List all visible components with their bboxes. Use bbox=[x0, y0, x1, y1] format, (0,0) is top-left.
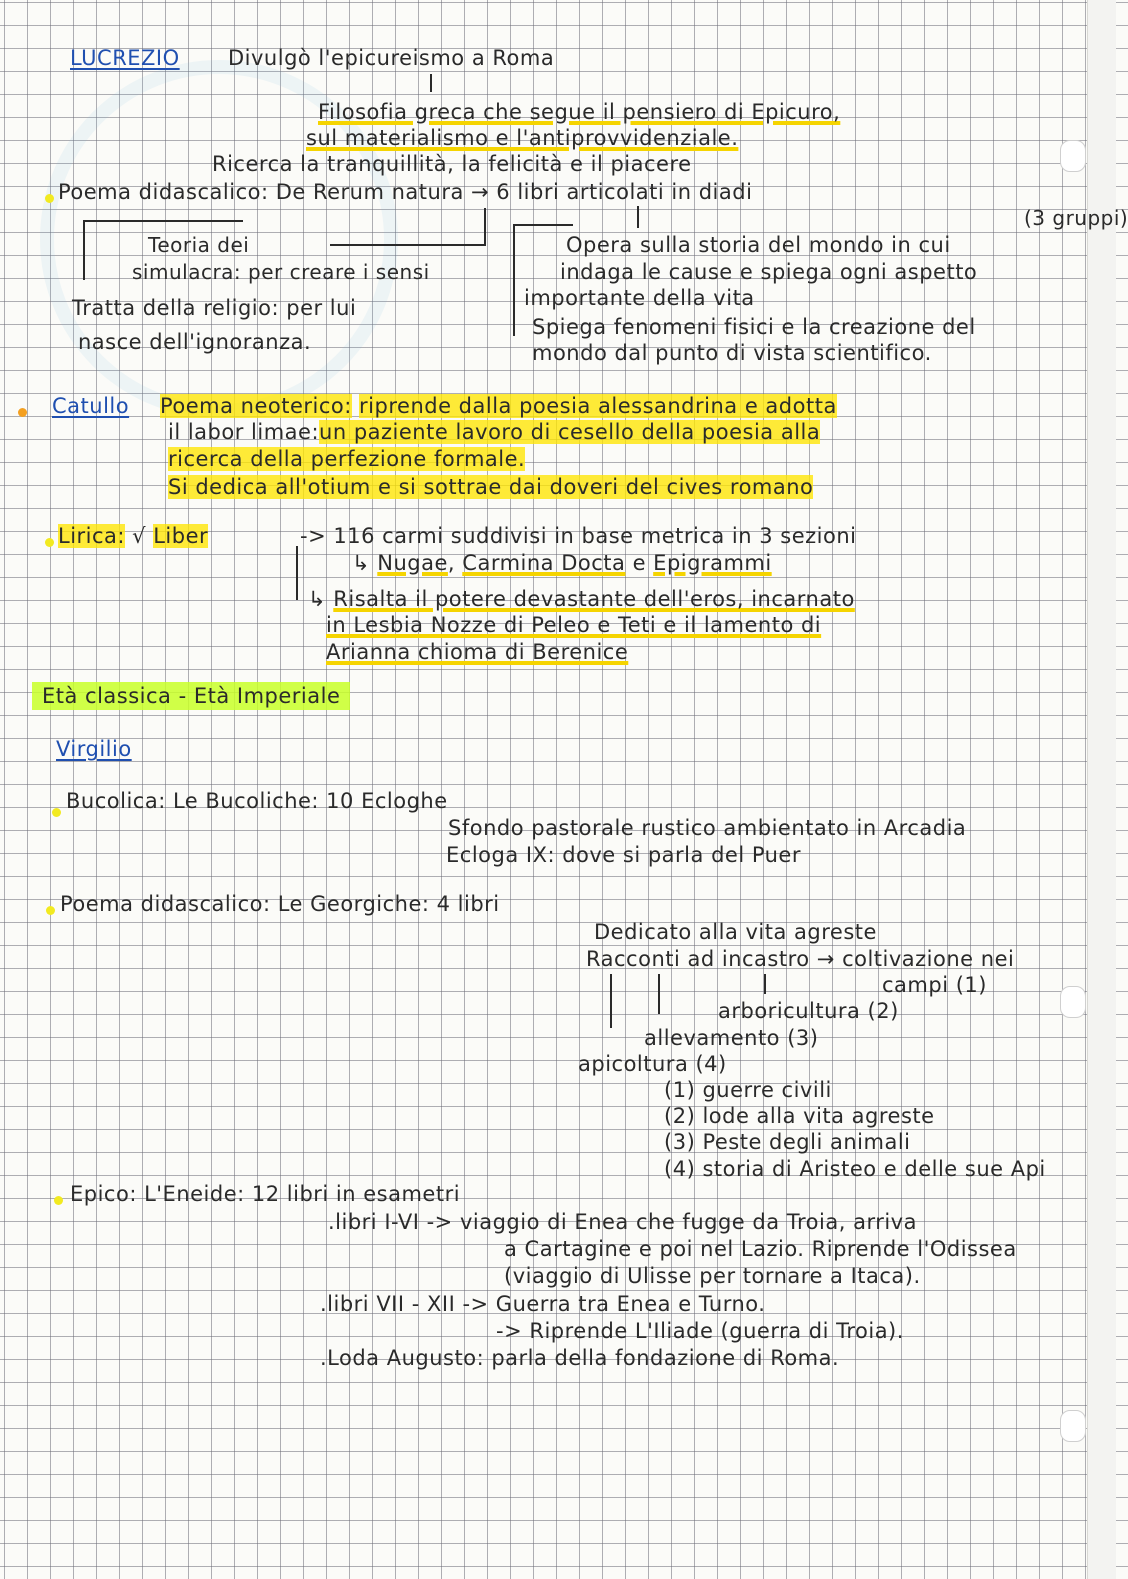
arrow-down bbox=[430, 74, 432, 92]
georgiche-list-item: (3) Peste degli animali bbox=[664, 1130, 911, 1154]
connector bbox=[513, 224, 515, 336]
georgiche-2: Racconti ad incastro → coltivazione nei bbox=[586, 947, 1015, 971]
catullo-neoterico: Poema neoterico: bbox=[160, 394, 352, 418]
georgiche-list-item: (2) lode alla vita agreste bbox=[664, 1104, 935, 1128]
connector bbox=[484, 208, 486, 246]
lirica-label: Lirica: bbox=[58, 524, 125, 548]
lucrezio-intro: Divulgò l'epicureismo a Roma bbox=[228, 46, 555, 70]
opera-2: indaga le cause e spiega ogni aspetto bbox=[560, 260, 978, 284]
bucolica-2: Ecloga IX: dove si parla del Puer bbox=[446, 843, 801, 867]
section-title: Età classica - Età Imperiale bbox=[32, 682, 350, 710]
connector bbox=[513, 224, 573, 226]
catullo-lirica: Lirica: √ Liber bbox=[58, 524, 209, 548]
heading-catullo: Catullo bbox=[52, 394, 130, 418]
sezione-carmina-docta: Carmina Docta bbox=[462, 551, 626, 575]
arrow-down bbox=[658, 974, 660, 1014]
simulacra-1: Teoria dei bbox=[148, 233, 250, 257]
georgiche-list-item: (1) guerre civili bbox=[664, 1078, 832, 1102]
eros-3: Arianna chioma di Berenice bbox=[326, 640, 629, 664]
religio-1: Tratta della religio: per lui bbox=[72, 296, 357, 320]
eneide-6: .Loda Augusto: parla della fondazione di Roma. bbox=[320, 1346, 840, 1370]
lucrezio-epicureismo-3: Ricerca la tranquillità, la felicità e il piacere bbox=[212, 152, 692, 176]
liber-desc: -> 116 carmi suddivisi in base metrica in 3 sezioni bbox=[300, 524, 857, 548]
arrow-down bbox=[610, 974, 612, 1028]
virgilio-bucolica: Bucolica: Le Bucoliche: 10 Ecloghe bbox=[66, 789, 448, 813]
georgiche-3: campi (1) bbox=[882, 973, 987, 997]
bullet bbox=[45, 194, 54, 203]
eros-1: ↳ Risalta il potere devastante dell'eros, incarnato bbox=[308, 587, 855, 611]
eneide-3: (viaggio di Ulisse per tornare a Itaca). bbox=[504, 1264, 921, 1288]
catullo-cesello: un paziente lavoro di cesello della poesia alla bbox=[319, 420, 821, 444]
eneide-5: -> Riprende L'Iliade (guerra di Troia). bbox=[496, 1319, 904, 1343]
eneide-2: a Cartagine e poi nel Lazio. Riprende l'Odissea bbox=[504, 1237, 1017, 1261]
lucrezio-poema-cont: (3 gruppi) bbox=[1024, 206, 1128, 230]
connector bbox=[83, 220, 243, 222]
arrow-down bbox=[764, 974, 766, 994]
binder-hole bbox=[1060, 1410, 1086, 1442]
opera-3: importante della vita bbox=[524, 286, 755, 310]
connector bbox=[296, 546, 298, 600]
arrow-down bbox=[637, 206, 639, 228]
connector bbox=[83, 220, 85, 280]
catullo-line-4: Si dedica all'otium e si sottrae dai doveri del cives romano bbox=[168, 475, 814, 499]
catullo-alessandrina: riprende dalla poesia alessandrina e adotta bbox=[359, 394, 837, 418]
religio-2: nasce dell'ignoranza. bbox=[78, 330, 312, 354]
georgiche-6: apicoltura (4) bbox=[578, 1052, 727, 1076]
opera-1: Opera sulla storia del mondo in cui bbox=[566, 233, 951, 257]
catullo-line-2 bbox=[168, 420, 820, 444]
bullet bbox=[46, 906, 55, 915]
lucrezio-poema: Poema didascalico: De Rerum natura → 6 libri articolati in diadi bbox=[58, 180, 753, 204]
eneide-1: .libri I-VI -> viaggio di Enea che fugge da Troia, arriva bbox=[328, 1210, 917, 1234]
catullo-sezioni: ↳ Nugae, Carmina Docta e Epigrammi bbox=[352, 551, 772, 575]
heading-virgilio: Virgilio bbox=[56, 737, 132, 761]
spiega-1: Spiega fenomeni fisici e la creazione del bbox=[532, 315, 976, 339]
virgilio-eneide: Epico: L'Eneide: 12 libri in esametri bbox=[70, 1182, 461, 1206]
connector bbox=[330, 244, 486, 246]
catullo-line-3: ricerca della perfezione formale. bbox=[168, 447, 526, 471]
binder-hole bbox=[1060, 140, 1086, 172]
bullet bbox=[54, 1196, 63, 1205]
liber-label: Liber bbox=[153, 524, 209, 548]
catullo-labor-limae: il labor limae: bbox=[168, 420, 320, 444]
sezione-nugae: Nugae bbox=[377, 551, 448, 575]
sezione-epigrammi: Epigrammi bbox=[653, 551, 772, 575]
lucrezio-epicureismo-2: sul materialismo e l'antiprovvidenziale. bbox=[306, 126, 739, 150]
binder-edge bbox=[1087, 0, 1116, 1579]
georgiche-list-item: (4) storia di Aristeo e delle sue Api bbox=[664, 1157, 1046, 1181]
lucrezio-epicureismo-1: Filosofia greca che segue il pensiero di Epicuro, bbox=[318, 100, 841, 124]
georgiche-4: arboricultura (2) bbox=[718, 999, 899, 1023]
eros-2: in Lesbia Nozze di Peleo e Teti e il lamento di bbox=[326, 613, 822, 637]
virgilio-georgiche: Poema didascalico: Le Georgiche: 4 libri bbox=[60, 892, 500, 916]
bullet bbox=[18, 408, 27, 417]
binder-hole bbox=[1060, 986, 1086, 1018]
simulacra-2: simulacra: per creare i sensi bbox=[132, 260, 430, 284]
bucolica-1: Sfondo pastorale rustico ambientato in Arcadia bbox=[448, 816, 967, 840]
catullo-line-1 bbox=[160, 394, 837, 418]
eneide-4: .libri VII - XII -> Guerra tra Enea e Turno. bbox=[320, 1292, 766, 1316]
spiega-2: mondo dal punto di vista scientifico. bbox=[532, 341, 932, 365]
georgiche-1: Dedicato alla vita agreste bbox=[594, 920, 877, 944]
georgiche-5: allevamento (3) bbox=[644, 1026, 819, 1050]
bullet bbox=[45, 538, 54, 547]
bullet bbox=[52, 808, 61, 817]
heading-lucrezio: LUCREZIO bbox=[70, 46, 180, 70]
